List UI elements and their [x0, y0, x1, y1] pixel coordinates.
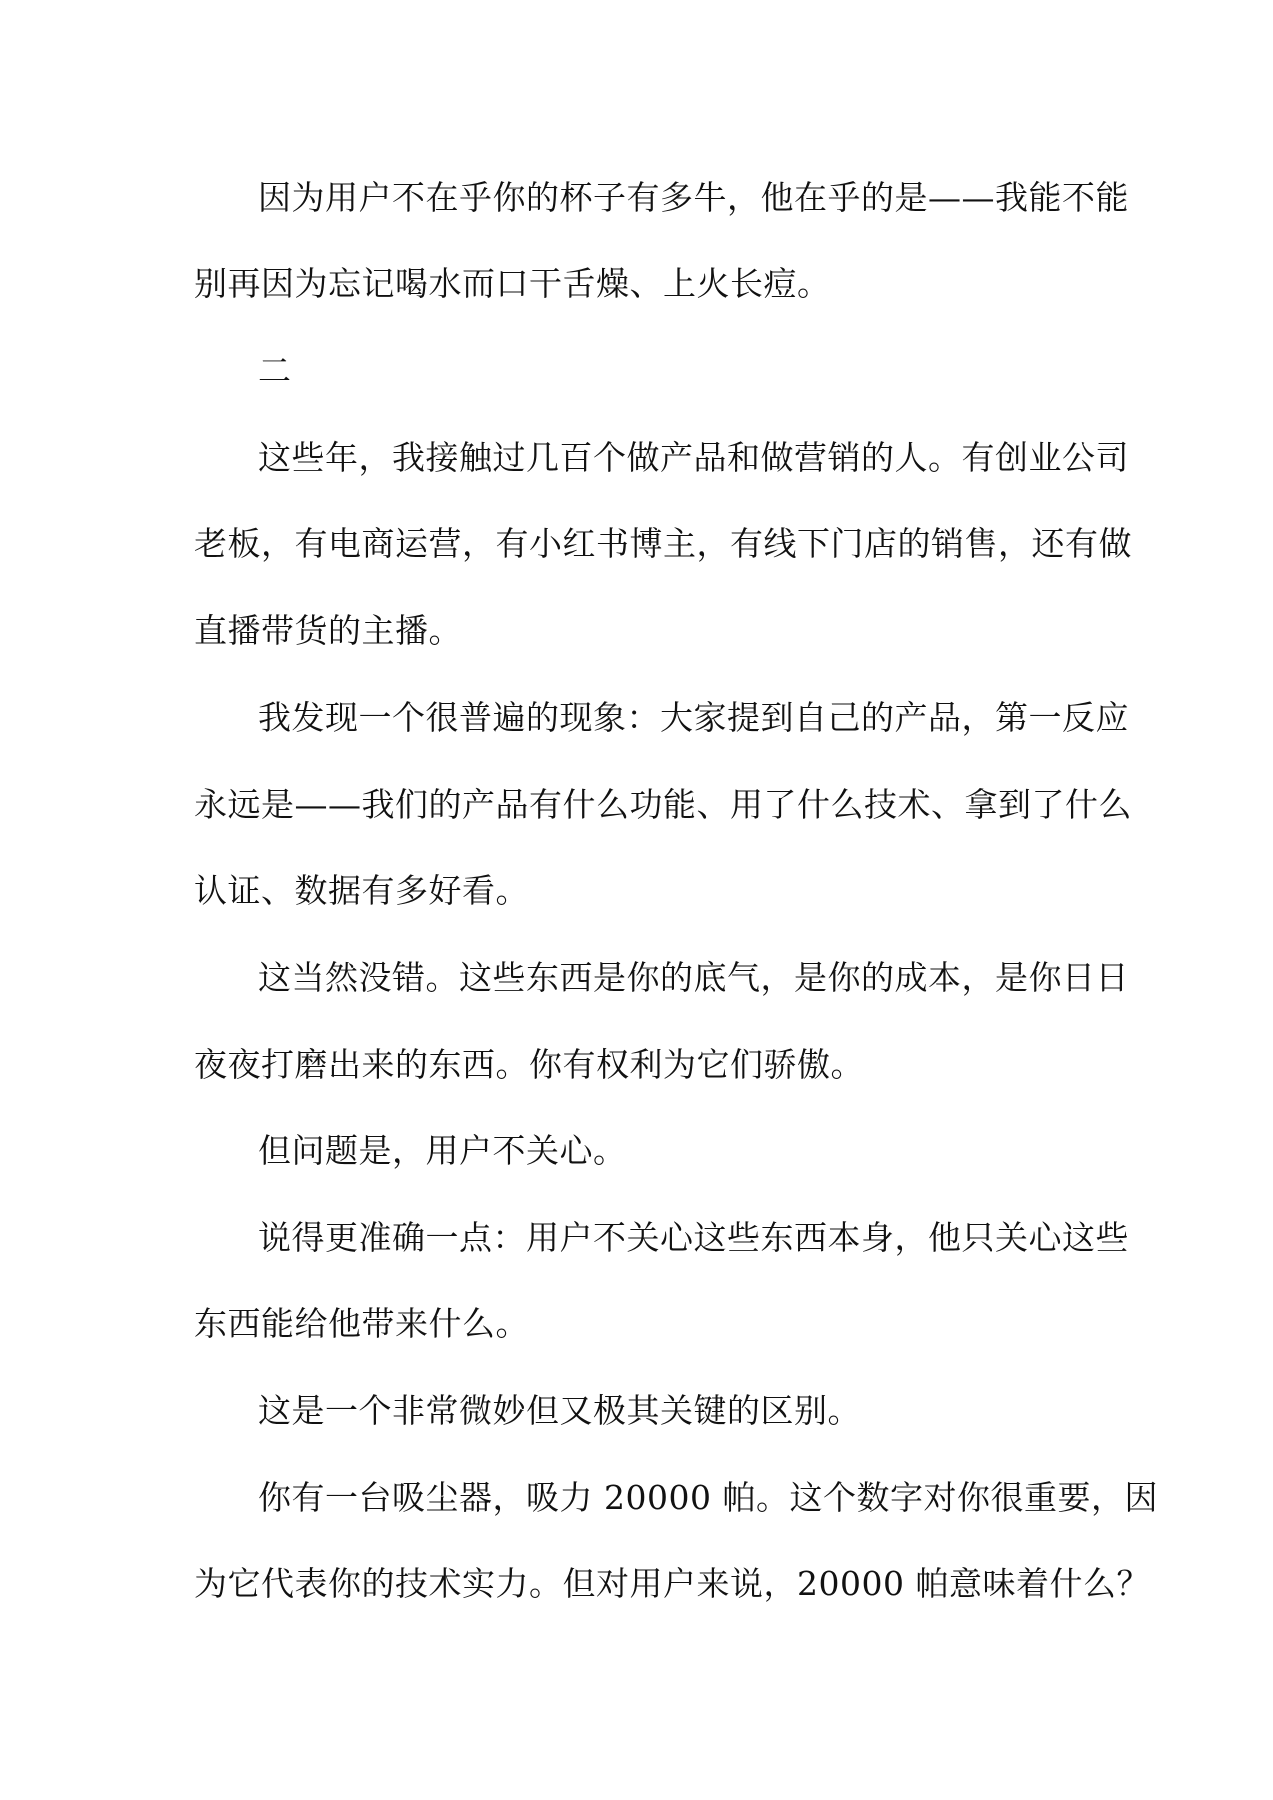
text-line: 直播带货的主播。: [194, 611, 462, 650]
text-line: 为它代表你的技术实力。但对用户来说，20000 帕意味着什么？: [194, 1564, 1150, 1603]
text-line: 永远是——我们的产品有什么功能、用了什么技术、拿到了什么: [194, 785, 1132, 824]
text-line: 这些年，我接触过几百个做产品和做营销的人。有创业公司: [258, 438, 1129, 477]
text-line: 别再因为忘记喝水而口干舌燥、上火长痘。: [194, 264, 831, 303]
text-line: 这当然没错。这些东西是你的底气，是你的成本，是你日日: [258, 958, 1129, 997]
text-line: 认证、数据有多好看。: [194, 871, 529, 910]
text-line: 我发现一个很普遍的现象：大家提到自己的产品，第一反应: [258, 698, 1129, 737]
text-line: 东西能给他带来什么。: [194, 1304, 529, 1343]
text-line: 老板，有电商运营，有小红书博主，有线下门店的销售，还有做: [194, 524, 1132, 563]
text-line: 这是一个非常微妙但又极其关键的区别。: [258, 1391, 861, 1430]
section-heading: 二: [258, 351, 292, 390]
text-line: 说得更准确一点：用户不关心这些东西本身，他只关心这些: [258, 1218, 1129, 1257]
text-line: 因为用户不在乎你的杯子有多牛，他在乎的是——我能不能: [258, 178, 1129, 217]
text-line: 但问题是，用户不关心。: [258, 1131, 627, 1170]
text-line: 你有一台吸尘器，吸力 20000 帕。这个数字对你很重要，因: [258, 1478, 1158, 1517]
text-line: 夜夜打磨出来的东西。你有权利为它们骄傲。: [194, 1045, 864, 1084]
